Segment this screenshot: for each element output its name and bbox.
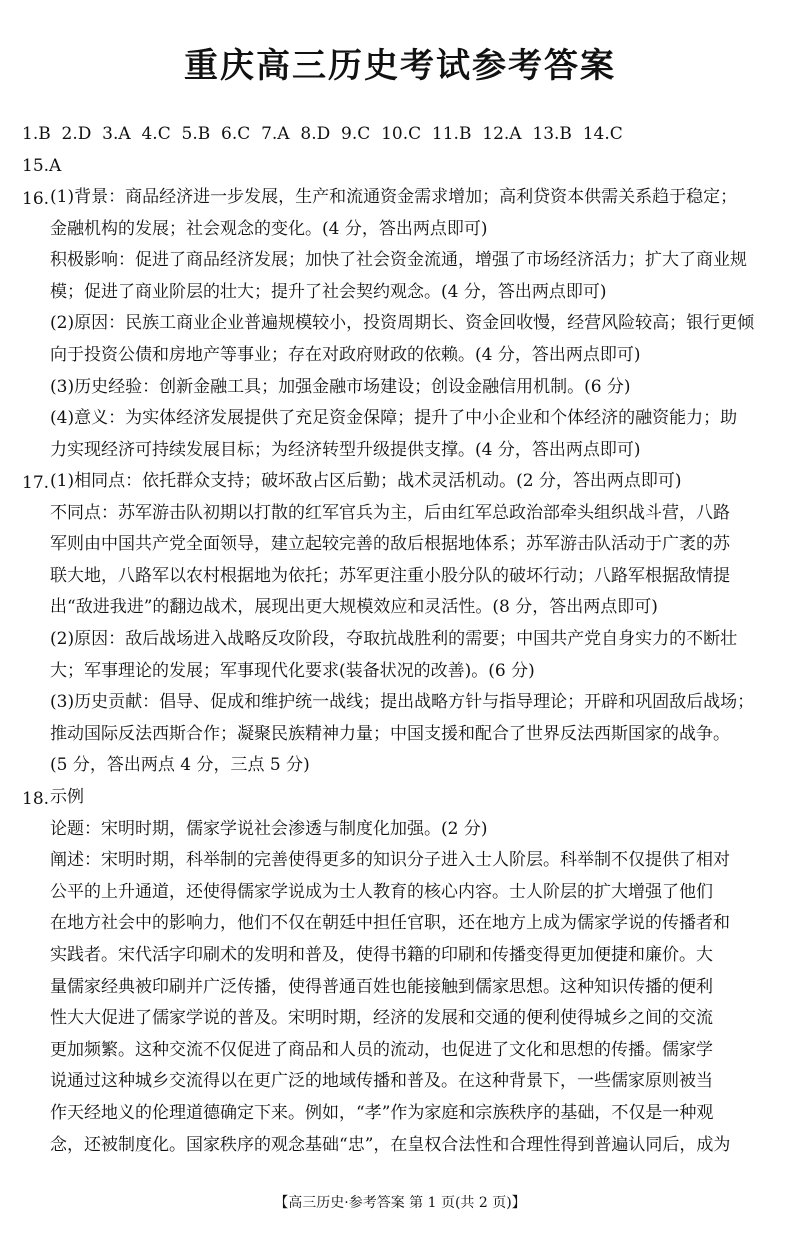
- answer-line: 金融机构的发展；社会观念的变化。(4 分，答出两点即可): [50, 218, 488, 239]
- answer-line: 积极影响：促进了商品经济发展；加快了社会资金流通，增强了市场经济活力；扩大了商业规: [50, 250, 747, 271]
- answer-line: 大；军事理论的发展；军事现代化要求(装备状况的改善)。(6 分): [50, 660, 535, 681]
- answer-line: (4)意义：为实体经济发展提供了充足资金保障；提升了中小企业和个体经济的融资能力；助: [50, 408, 738, 429]
- answer-line: 更加频繁。这种交流不仅促进了商品和人员的流动，也促进了文化和思想的传播。儒家学: [50, 1039, 713, 1060]
- answer-line: 阐述：宋明时期，科举制的完善使得更多的知识分子进入士人阶层。科举制不仅提供了相对: [50, 850, 730, 871]
- question-number: 18.: [22, 789, 50, 809]
- choice-answers-line-1: 1.B 2.D 3.A 4.C 5.B 6.C 7.A 8.D 9.C 10.C 11.B 12.A 13.B 14.C: [22, 124, 623, 144]
- answer-line: 说通过这种城乡交流得以在更广泛的地域传播和普及。在这种背景下，一些儒家原则被当: [50, 1071, 713, 1092]
- answer-line: 不同点：苏军游击队初期以打散的红军官兵为主，后由红军总政治部牵头组织战斗营，八路: [50, 502, 730, 523]
- answer-line: 推动国际反法西斯合作；凝聚民族精神力量；中国支援和配合了世界反法西斯国家的战争。: [50, 723, 730, 744]
- answer-line: 论题：宋明时期，儒家学说社会渗透与制度化加强。(2 分): [50, 818, 488, 839]
- answer-line: (3)历史经验：创新金融工具；加强金融市场建设；创设金融信用机制。(6 分): [50, 376, 631, 397]
- answer-line: (1)背景：商品经济进一步发展，生产和流通资金需求增加；高利贷资本供需关系趋于稳定；: [50, 187, 738, 207]
- answer-line: 实践者。宋代活字印刷术的发明和普及，使得书籍的印刷和传播变得更加便捷和廉价。大: [50, 944, 713, 965]
- answer-line: (5 分，答出两点 4 分，三点 5 分): [50, 755, 310, 776]
- question-number: 16.: [22, 189, 50, 209]
- answer-line: 量儒家经典被印刷并广泛传播，使得普通百姓也能接触到儒家思想。这种知识传播的便利: [50, 976, 713, 997]
- answer-line: 出“敌进我进”的翻边战术，展现出更大规模效应和灵活性。(8 分，答出两点即可): [50, 597, 658, 618]
- page-title: 重庆高三历史考试参考答案: [184, 46, 616, 86]
- answer-line: (2)原因：敌后战场进入战略反攻阶段，夺取抗战胜利的需要；中国共产党自身实力的不断壮: [50, 628, 738, 649]
- answer-line: (2)原因：民族工商业企业普遍规模较小，投资周期长、资金回收慢，经营风险较高；银行更倾: [50, 313, 755, 334]
- answer-line: 联大地，八路军以农村根据地为依托；苏军更注重小股分队的破坏行动；八路军根据敌情提: [50, 565, 730, 586]
- answer-line: 模；促进了商业阶层的壮大；提升了社会契约观念。(4 分，答出两点即可): [50, 281, 607, 302]
- question-17: [22, 466, 782, 782]
- answer-line: 军则由中国共产党全面领导，建立起较完善的敌后根据地体系；苏军游击队活动于广袤的苏: [50, 534, 730, 555]
- answer-line: (3)历史贡献：倡导、促成和维护统一战线；提出战略方针与指导理论；开辟和巩固敌后战场；: [50, 692, 755, 713]
- answer-line: 作天经地义的伦理道德确定下来。例如，“孝”作为家庭和宗族秩序的基础，不仅是一种观: [50, 1102, 714, 1123]
- answer-line: 在地方社会中的影响力，他们不仅在朝廷中担任官职，还在地方上成为儒家学说的传播者和: [50, 913, 730, 934]
- answer-line: 示例: [50, 787, 84, 807]
- answer-line: (1)相同点：依托群众支持；破坏敌占区后勤；战术灵活机动。(2 分，答出两点即可): [50, 471, 682, 491]
- answer-line: 念，还被制度化。国家秩序的观念基础“忠”，在皇权合法性和合理性得到普遍认同后，成为: [50, 1134, 731, 1155]
- answer-line: 向于投资公债和房地产等事业；存在对政府财政的依赖。(4 分，答出两点即可): [50, 344, 641, 365]
- answer-body: [50, 782, 782, 1161]
- page-footer: 【高三历史·参考答案 第 1 页(共 2 页)】: [274, 1195, 526, 1211]
- answer-line: 性大大促进了儒家学说的普及。宋明时期，经济的发展和交通的便利使得城乡之间的交流: [50, 1008, 713, 1029]
- answer-body: [50, 182, 782, 466]
- answer-line: 公平的上升通道，还使得儒家学说成为士人教育的核心内容。士人阶层的扩大增强了他们: [50, 881, 713, 902]
- question-16: [22, 182, 782, 466]
- answer-body: [50, 466, 782, 782]
- question-18: [22, 782, 782, 1161]
- question-number: 17.: [22, 473, 50, 493]
- answer-line: 力实现经济可持续发展目标；为经济转型升级提供支撑。(4 分，答出两点即可): [50, 439, 641, 460]
- choice-answers-line-2: 15.A: [22, 156, 62, 176]
